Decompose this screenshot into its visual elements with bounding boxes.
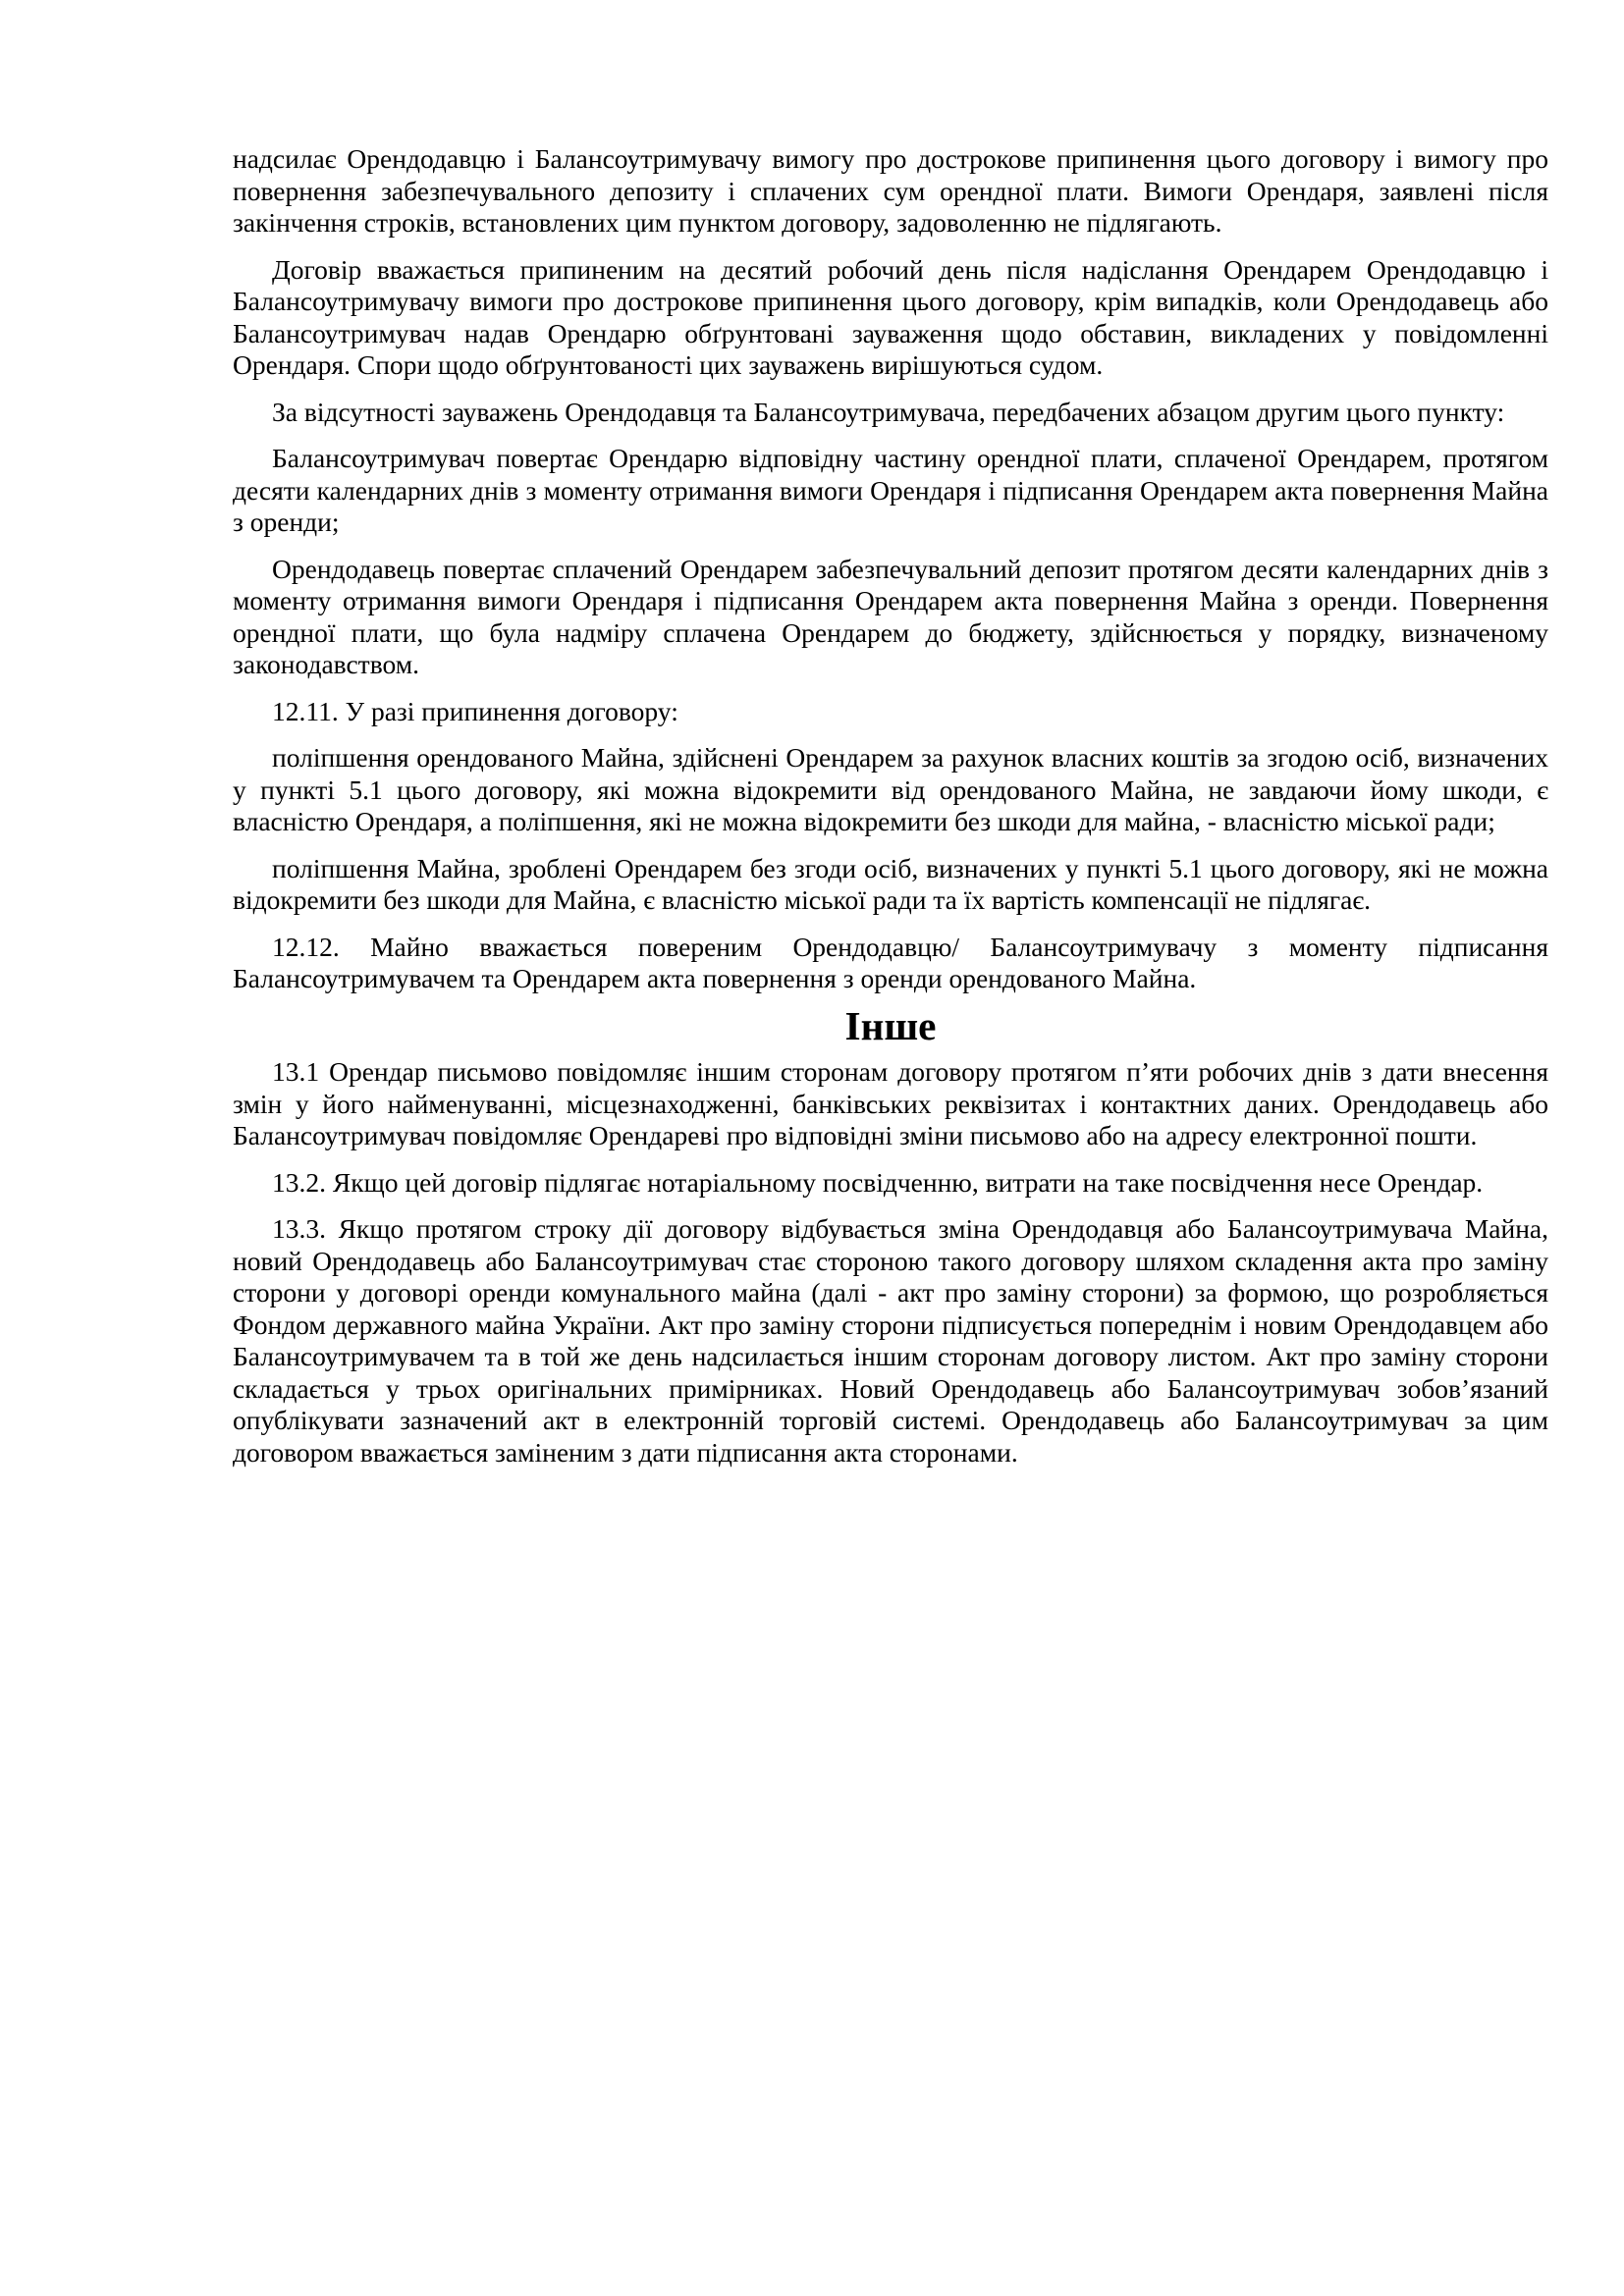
clause-12-12: 12.12. Майно вважається повереним Орендодавцю/ Балансоутримувачу з моменту підписання Балансоутримувачем та Орендарем акта повернення з оренди орендованого Майна. bbox=[233, 931, 1548, 993]
paragraph-improvements-with-consent: поліпшення орендованого Майна, здійснені Орендарем за рахунок власних коштів за згодою осіб, визначених у пункті 5.1 цього договору, які можна відокремити від орендованого Майна, не завдаючи йому шкоди, є власністю Орендаря, а поліпшення, які не можна відокремити без шкоди для майна, - власністю міської ради; bbox=[233, 742, 1548, 836]
paragraph-no-objections: За відсутності зауважень Орендодавця та Балансоутримувача, передбачених абзацом другим цього пункту: bbox=[272, 396, 1505, 427]
clause-13-2: 13.2. Якщо цей договір підлягає нотаріальному посвідченню, витрати на таке посвідчення несе Орендар. bbox=[272, 1166, 1484, 1198]
paragraph-rent-refund: Балансоутримувач повертає Орендарю відповідну частину орендної плати, сплаченої Орендарем, протягом десяти календарних днів з моменту отримання вимоги Орендаря і підписання Орендарем акта повернення Майна з оренди; bbox=[233, 443, 1548, 537]
paragraph-improvements-without-consent: поліпшення Майна, зроблені Орендарем без згоди осіб, визначених у пункті 5.1 цього договору, які не можна відокремити без шкоди для Майна, є власністю міської ради та їх вартість компенсації не підлягає. bbox=[233, 852, 1548, 915]
clause-13-3: 13.3. Якщо протягом строку дії договору відбувається зміна Орендодавця або Балансоутримувача Майна, новий Орендодавець або Балансоутримувач стає стороною такого договору шляхом складення акта про заміну сторони у договорі оренди комунального майна (далі - акт про заміну сторони) за формою, що розробляється Фондом державного майна України. Акт про заміну сторони підписується попереднім і новим Орендодавцем або Балансоутримувачем та в той же день надсилається іншим сторонам договору листом. Акт про заміну сторони складається у трьох оригінальних примірниках. Новий Орендодавець або Балансоутримувач зобов’язаний опублікувати зазначений акт в електронній торговій системі. Орендодавець або Балансоутримувач за цим договором вважається заміненим з дати підписання акта сторонами. bbox=[233, 1213, 1548, 1468]
paragraph-deposit-refund: Орендодавець повертає сплачений Орендарем забезпечувальний депозит протягом десяти календарних днів з моменту отримання вимоги Орендаря і підписання Орендарем акта повернення Майна з оренди. Повернення орендної плати, що була надміру сплачена Орендарем до бюджету, здійснюється у порядку, визначеному законодавством. bbox=[233, 553, 1548, 679]
clause-13-1: 13.1 Орендар письмово повідомляє іншим сторонам договору протягом п’яти робочих днів з дати внесення змін у його найменуванні, місцезнаходженні, банківських реквізитах і контактних даних. Орендодавець або Балансоутримувач повідомляє Орендареві про відповідні зміни письмово або на адресу електронної пошти. bbox=[233, 1056, 1548, 1150]
paragraph-termination-effective: Договір вважається припиненим на десятий робочий день після надіслання Орендарем Орендодавцю і Балансоутримувачу вимоги про дострокове припинення цього договору, крім випадків, коли Орендодавець або Балансоутримувач надав Орендарю обґрунтовані зауваження щодо обставин, викладених у повідомленні Орендаря. Спори щодо обґрунтованості цих зауважень вирішуються судом. bbox=[233, 253, 1548, 380]
paragraph-termination-demand: надсилає Орендодавцю і Балансоутримувачу вимогу про дострокове припинення цього договору і вимогу про повернення забезпечувального депозиту і сплачених сум орендної плати. Вимоги Орендаря, заявлені після закінчення строків, встановлених цим пунктом договору, задоволенню не підлягають. bbox=[233, 143, 1548, 238]
document-page bbox=[233, 143, 1548, 1483]
clause-12-11: 12.11. У разі припинення договору: bbox=[272, 695, 678, 726]
section-heading-other: Інше bbox=[844, 1002, 937, 1048]
